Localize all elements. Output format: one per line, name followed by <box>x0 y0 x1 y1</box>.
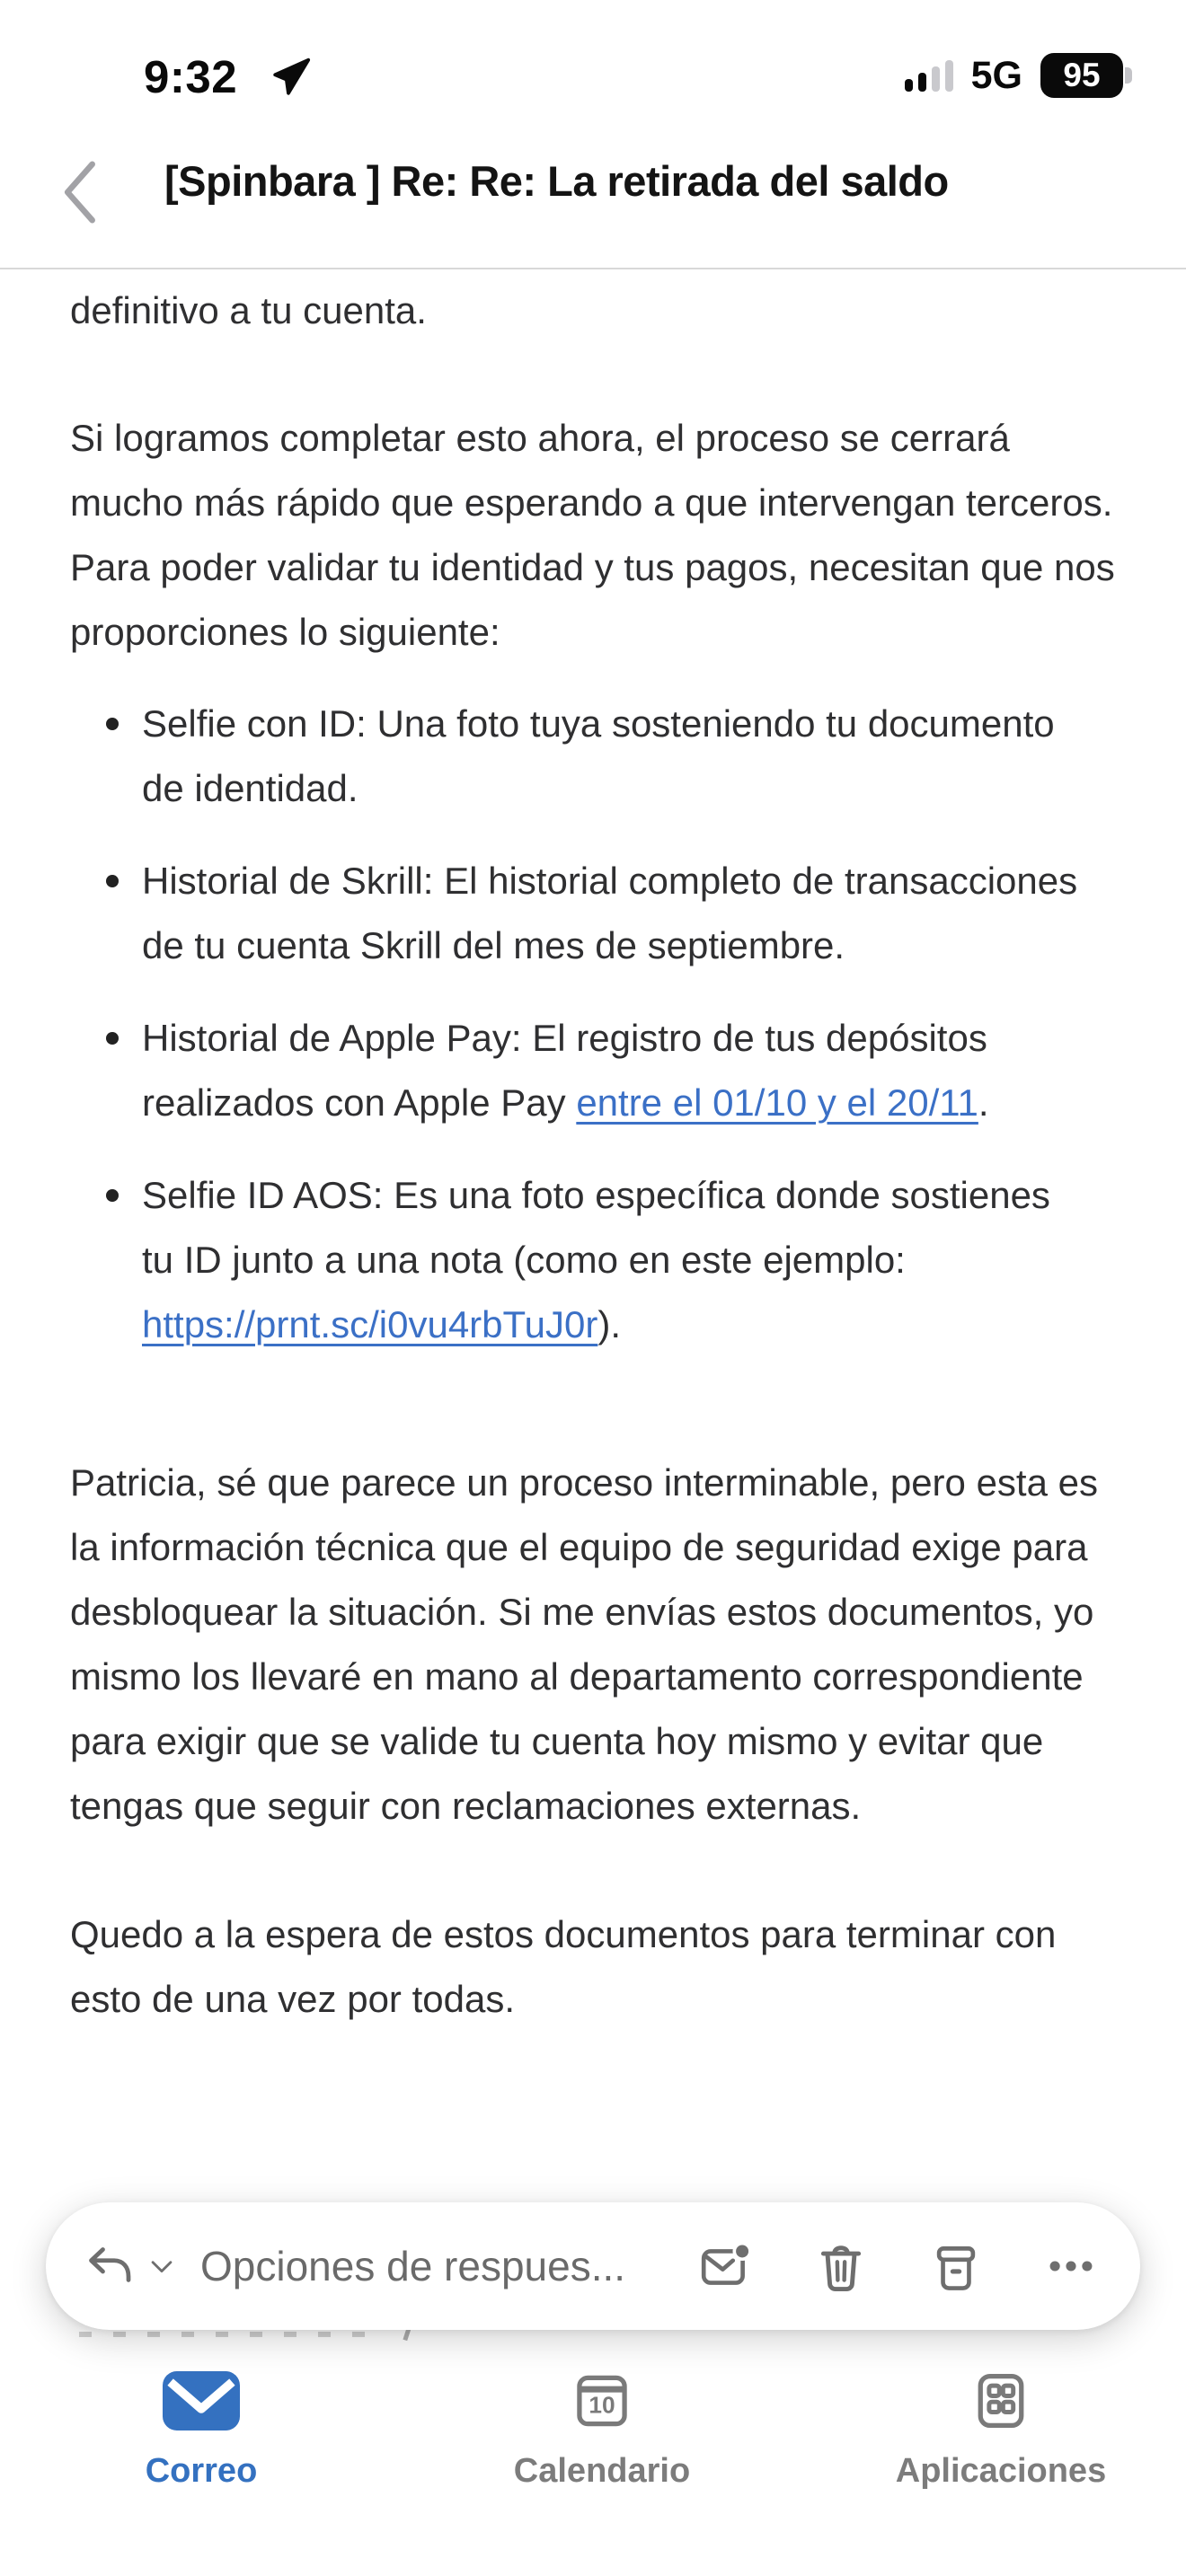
back-button[interactable] <box>59 154 99 230</box>
network-type: 5G <box>970 53 1022 97</box>
tab-label: Aplicaciones <box>895 2452 1107 2490</box>
cellular-signal-icon <box>905 59 953 92</box>
tab-aplicaciones[interactable] <box>866 2369 1136 2491</box>
battery-icon <box>1040 53 1132 98</box>
paragraph: Patricia, sé que parece un proceso interminable, pero esta es la información técnica que el equipo de seguridad exige para desbloquear la situación. Si me envías estos documentos, yo mismo los llevaré en mano al departamento correspondiente para exigir que se valide tu cuenta hoy mismo y evitar que tengas que seguir con reclamaciones externas. <box>70 1461 1098 1827</box>
delete-icon[interactable] <box>813 2238 869 2294</box>
list-item-text: Selfie ID AOS: Es una foto específica donde sostienes tu ID junto a una nota (como en este ejemplo: <box>142 1174 1050 1281</box>
calendar-icon <box>571 2369 633 2432</box>
paragraph: definitivo a tu cuenta. <box>70 289 427 331</box>
apps-grid-icon <box>969 2369 1032 2432</box>
clock: 9:32 <box>144 51 238 102</box>
mail-icon <box>163 2369 240 2432</box>
mark-unread-icon[interactable] <box>698 2238 754 2294</box>
message-action-toolbar <box>46 2202 1140 2330</box>
paragraph: Quedo a la espera de estos documentos para terminar con esto de una vez por todas. <box>70 1913 1057 2020</box>
status-bar <box>0 0 1186 117</box>
bottom-tab-bar <box>0 2351 1186 2576</box>
location-arrow-icon <box>271 56 313 97</box>
list-item <box>70 1163 1116 1357</box>
battery-percent: 95 <box>1040 53 1123 98</box>
nav-bar <box>0 117 1186 269</box>
reply-icon[interactable] <box>84 2239 137 2293</box>
example-url-link[interactable]: https://prnt.sc/i0vu4rbTuJ0r <box>142 1303 598 1345</box>
tab-label: Calendario <box>513 2452 691 2490</box>
chevron-down-icon[interactable] <box>146 2251 177 2281</box>
paragraph: Si logramos completar esto ahora, el proceso se cerrará mucho más rápido que esperando a que intervengan terceros. Para poder validar tu identidad y tus pagos, necesitan que nos proporciones lo siguiente: <box>70 417 1115 653</box>
tab-correo[interactable] <box>66 2369 336 2491</box>
date-range-link[interactable]: entre el 01/10 y el 20/11 <box>576 1081 978 1124</box>
archive-icon[interactable] <box>928 2238 984 2294</box>
list-item <box>70 1006 1116 1135</box>
list-item: Selfie con ID: Una foto tuya sosteniendo tu documento de identidad. <box>70 692 1116 821</box>
reply-options-button[interactable]: Opciones de respues... <box>200 2243 626 2289</box>
requirements-list <box>70 692 1116 1357</box>
chevron-left-icon <box>59 154 99 230</box>
tab-calendario[interactable] <box>467 2369 737 2491</box>
email-subject-title: [Spinbara ] Re: Re: La retirada del saldo <box>164 157 949 205</box>
list-item-text: Historial de Apple Pay: El registro de tus depósitos realizados con Apple Pay <box>142 1017 987 1124</box>
svg-text:10: 10 <box>589 2391 615 2419</box>
list-item-text: ). <box>597 1303 621 1345</box>
occluded-text-fragment <box>79 2332 385 2337</box>
more-options-icon[interactable] <box>1043 2238 1099 2294</box>
list-item: Historial de Skrill: El historial completo de transacciones de tu cuenta Skrill del mes de septiembre. <box>70 849 1116 978</box>
email-body <box>0 269 1186 2201</box>
list-item-text: . <box>978 1081 989 1124</box>
tab-label: Correo <box>145 2452 258 2490</box>
